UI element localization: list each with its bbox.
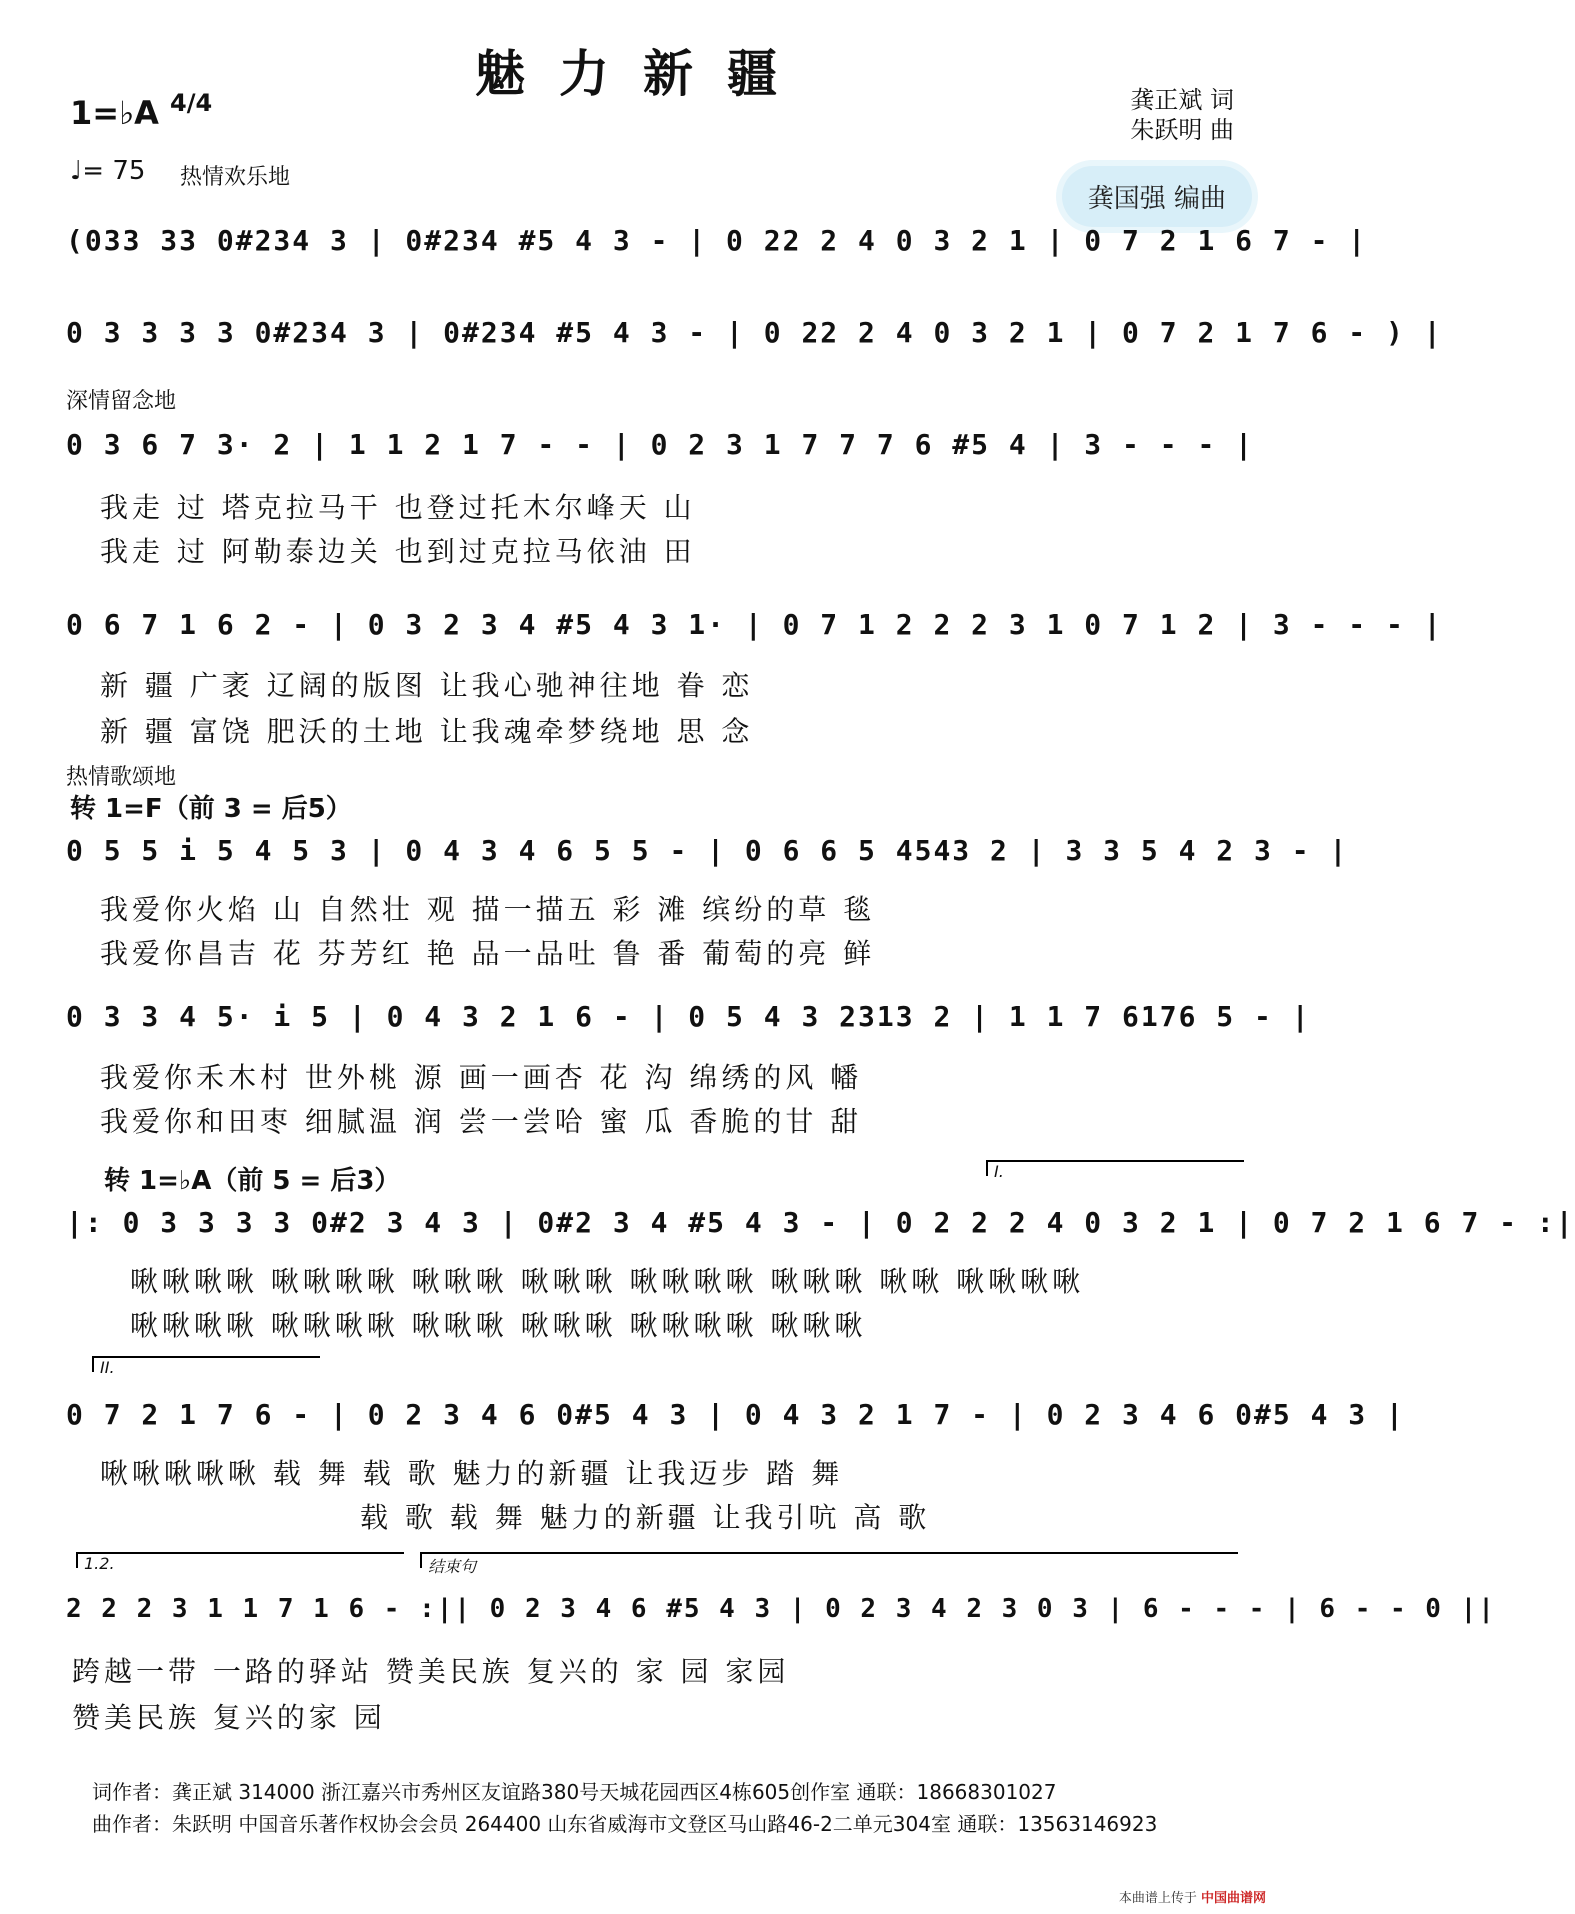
key-signature: 1=♭A [70,94,159,132]
score-line-9: 2 2 2 3 1 1 7 1 6 - :|| 0 2 3 4 6 #5 4 3 | 0 2 3 4 2 3 0 3 | 6 - - - | 6 - - 0 || [66,1594,1496,1624]
lyric-line-3b: 我走 过 阿勒泰边关 也到过克拉马依油 田 [100,535,696,568]
score-line-5: 0 5 5 i 5 4 5 3 | 0 4 3 4 6 5 5 - | 0 6 6 5 4543 2 | 3 3 5 4 2 3 - | [66,834,1349,867]
coda-bracket: 结束句 [420,1552,1238,1568]
expression-tender: 深情留念地 [66,389,177,414]
lyric-line-3a: 我走 过 塔克拉马干 也登过托木尔峰天 山 [100,491,696,524]
volta-second-ending: II. [92,1356,320,1372]
watermark-text: 本曲谱上传于 [1118,1891,1197,1906]
lyric-line-6b: 我爱你和田枣 细腻温 润 尝一尝哈 蜜 瓜 香脆的甘 甜 [100,1105,863,1138]
tempo-marking: ♩= 75 [70,156,146,186]
lyric-line-4a: 新 疆 广袤 辽阔的版图 让我心驰神往地 眷 恋 [100,669,754,702]
lyric-line-7b: 啾啾啾啾 啾啾啾啾 啾啾啾 啾啾啾 啾啾啾啾 啾啾啾 [130,1309,867,1342]
lyric-line-5b: 我爱你昌吉 花 芬芳红 艳 品一品吐 鲁 番 葡萄的亮 鲜 [100,937,876,970]
score-line-4: 0 6 7 1 6 2 - | 0 3 2 3 4 #5 4 3 1· | 0 7 1 2 2 2 3 1 0 7 1 2 | 3 - - - | [66,608,1443,641]
footer-composer-contact: 曲作者：朱跃明 中国音乐著作权协会会员 264400 山东省威海市文登区马山路46-2二单元304室 通联：13563146923 [92,1812,1158,1836]
arranger-badge: 龚国强 编曲 [1062,166,1252,227]
upload-watermark [1119,1887,1266,1906]
score-line-3: 0 3 6 7 3· 2 | 1 1 2 1 7 - - | 0 2 3 1 7 7 7 6 #5 4 | 3 - - - | [66,428,1255,461]
modulation-to-f: 转 1=F（前 3 = 后5） [70,794,352,824]
time-signature: 4/4 [170,89,213,117]
volta-first-ending: I. [986,1160,1244,1176]
score-line-1: (033 33 0#234 3 | 0#234 #5 4 3 - | 0 22 2 4 0 3 2 1 | 0 7 2 1 6 7 - | [66,224,1368,257]
composer-credit: 朱跃明 曲 [1130,116,1234,144]
score-line-7: |: 0 3 3 3 3 0#2 3 4 3 | 0#2 3 4 #5 4 3 - | 0 2 2 2 4 0 3 2 1 | 0 7 2 1 6 7 - :| [66,1206,1575,1239]
lyric-line-8b: 载 歌 载 舞 魅力的新疆 让我引吭 高 歌 [360,1501,931,1534]
lyricist-credit: 龚正斌 词 [1130,86,1234,114]
expression-joyful: 热情欢乐地 [180,165,291,190]
score-line-6: 0 3 3 4 5· i 5 | 0 4 3 2 1 6 - | 0 5 4 3 2313 2 | 1 1 7 6176 5 - | [66,1000,1311,1033]
expression-praising: 热情歌颂地 [66,765,177,790]
lyric-line-5a: 我爱你火焰 山 自然壮 观 描一描五 彩 滩 缤纷的草 毯 [100,893,876,926]
lyric-line-9b: 赞美民族 复兴的家 园 [72,1701,386,1734]
lyric-line-9a: 跨越一带 一路的驿站 赞美民族 复兴的 家 园 家园 [72,1655,790,1688]
score-line-2: 0 3 3 3 3 0#234 3 | 0#234 #5 4 3 - | 0 22 2 4 0 3 2 1 | 0 7 2 1 7 6 - ) | [66,316,1443,349]
watermark-site: 中国曲谱网 [1200,1891,1266,1906]
lyric-line-4b: 新 疆 富饶 肥沃的土地 让我魂牵梦绕地 思 念 [100,715,754,748]
modulation-to-ab: 转 1=♭A（前 5 = 后3） [104,1166,401,1196]
lyric-line-8a: 啾啾啾啾啾 载 舞 载 歌 魅力的新疆 让我迈步 踏 舞 [100,1457,844,1490]
volta-third-ending: 1.2. [76,1552,404,1568]
lyric-line-7a: 啾啾啾啾 啾啾啾啾 啾啾啾 啾啾啾 啾啾啾啾 啾啾啾 啾啾 啾啾啾啾 [130,1265,1085,1298]
lyric-line-6a: 我爱你禾木村 世外桃 源 画一画杏 花 沟 绵绣的风 幡 [100,1061,863,1094]
score-line-8: 0 7 2 1 7 6 - | 0 2 3 4 6 0#5 4 3 | 0 4 3 2 1 7 - | 0 2 3 4 6 0#5 4 3 | [66,1398,1405,1431]
page-title: 魅力新疆 [475,44,811,103]
footer-lyricist-contact: 词作者：龚正斌 314000 浙江嘉兴市秀州区友谊路380号天城花园西区4栋605创作室 通联：18668301027 [92,1780,1057,1804]
